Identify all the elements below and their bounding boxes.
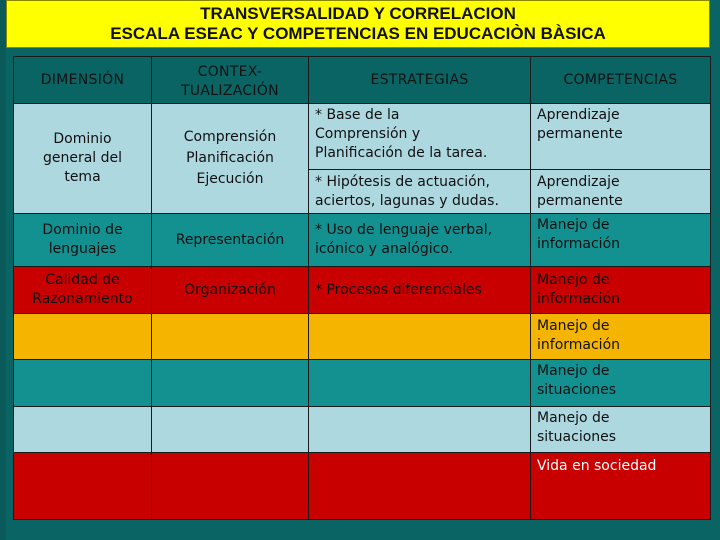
empty-cell bbox=[152, 453, 309, 520]
dimension-cell: Calidad de Razonamiento bbox=[14, 267, 152, 314]
table-row bbox=[14, 360, 711, 407]
table-row bbox=[14, 267, 711, 314]
competency-cell: Manejo de situaciones bbox=[531, 407, 711, 453]
empty-cell bbox=[14, 314, 152, 360]
title-line-1: TRANSVERSALIDAD Y CORRELACION bbox=[200, 4, 516, 23]
empty-cell bbox=[152, 360, 309, 407]
context-cell: Comprensión Planificación Ejecución bbox=[152, 104, 309, 214]
empty-cell bbox=[14, 360, 152, 407]
empty-cell bbox=[14, 453, 152, 520]
dimension-cell: Dominio de lenguajes bbox=[14, 214, 152, 267]
competency-cell: Manejo de información bbox=[531, 267, 711, 314]
competency-cell: Aprendizaje permanente bbox=[531, 170, 711, 214]
context-cell: Organización bbox=[152, 267, 309, 314]
title-line-2: ESCALA ESEAC Y COMPETENCIAS EN EDUCACIÒN BÀSICA bbox=[110, 24, 606, 43]
left-frame-strip bbox=[0, 0, 6, 540]
context-cell: Representación bbox=[152, 214, 309, 267]
header-competencias: COMPETENCIAS bbox=[531, 57, 711, 104]
empty-cell bbox=[309, 407, 531, 453]
table-row bbox=[14, 214, 711, 267]
strategy-cell: * Uso de lenguaje verbal, icónico y analógico. bbox=[309, 214, 531, 267]
slide-title bbox=[6, 0, 710, 48]
dimension-cell: Dominio general del tema bbox=[14, 104, 152, 214]
competency-cell: Manejo de información bbox=[531, 214, 711, 267]
header-row bbox=[14, 57, 711, 104]
table-row bbox=[14, 407, 711, 453]
table-row bbox=[14, 314, 711, 360]
table-row bbox=[14, 453, 711, 520]
empty-cell bbox=[152, 407, 309, 453]
strategy-cell: * Base de la Comprensión y Planificación de la tarea. bbox=[309, 104, 531, 170]
empty-cell bbox=[309, 453, 531, 520]
competency-cell: Vida en sociedad bbox=[531, 453, 711, 520]
empty-cell bbox=[14, 407, 152, 453]
competency-cell: Manejo de información bbox=[531, 314, 711, 360]
header-contextualizacion: CONTEX- TUALIZACIÓN bbox=[152, 57, 309, 104]
strategy-cell: * Procesos diferenciales bbox=[309, 267, 531, 314]
competency-cell: Aprendizaje permanente bbox=[531, 104, 711, 170]
competencies-table bbox=[13, 56, 711, 520]
empty-cell bbox=[309, 360, 531, 407]
header-estrategias: ESTRATEGIAS bbox=[309, 57, 531, 104]
empty-cell bbox=[309, 314, 531, 360]
competency-cell: Manejo de situaciones bbox=[531, 360, 711, 407]
table-row bbox=[14, 104, 711, 170]
strategy-cell: * Hipótesis de actuación, aciertos, lagunas y dudas. bbox=[309, 170, 531, 214]
header-dimension: DIMENSIÓN bbox=[14, 57, 152, 104]
empty-cell bbox=[152, 314, 309, 360]
